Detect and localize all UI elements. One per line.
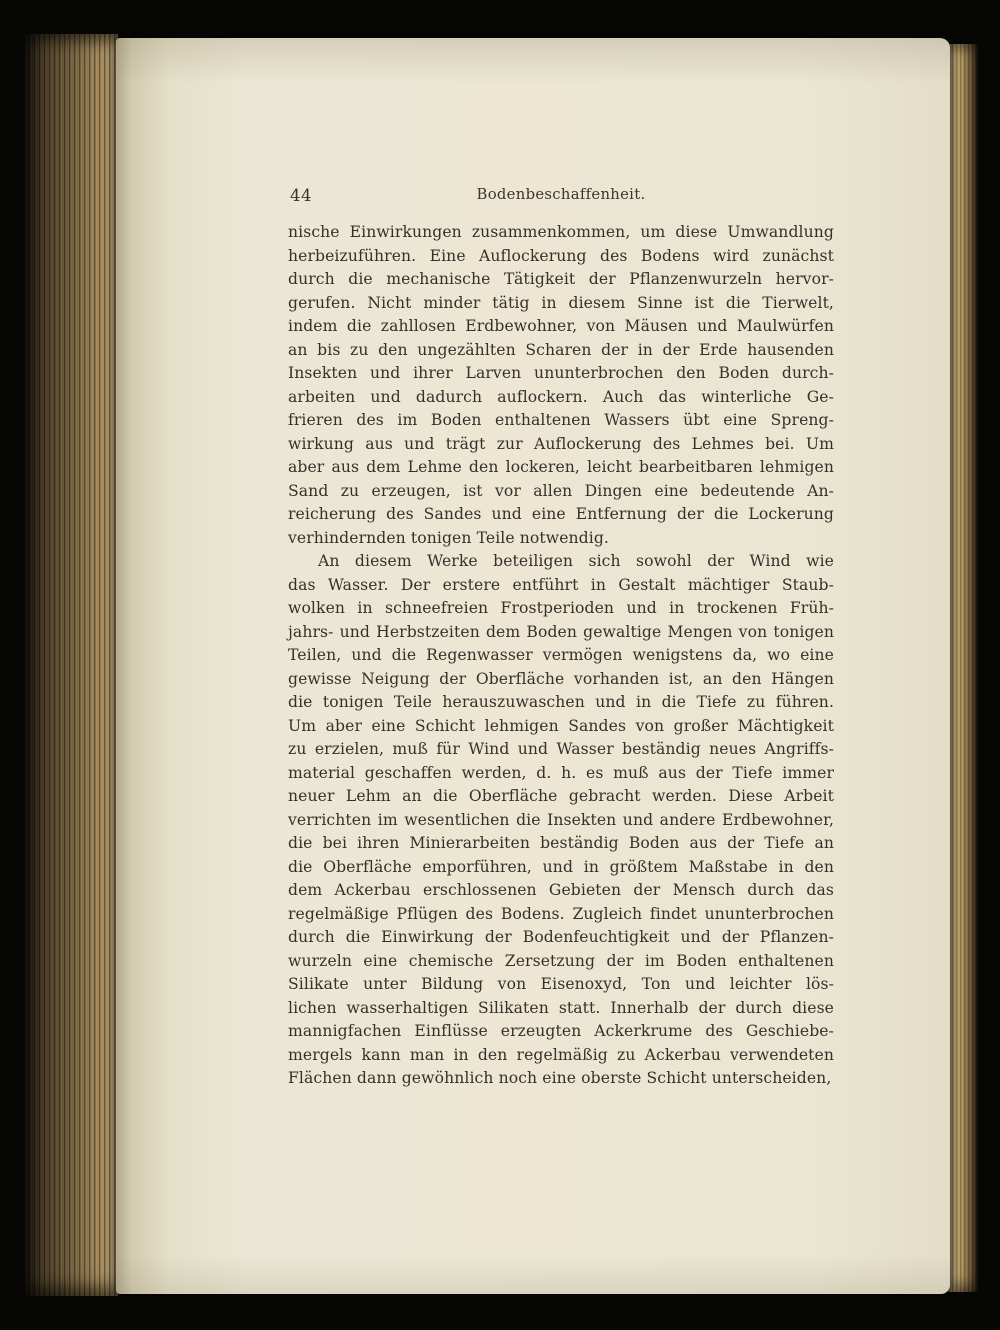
text-line: gewisse Neigung der Oberfläche vorhanden ist, an den Hängen (288, 669, 834, 688)
running-head: Bodenbeschaffenheit. (476, 186, 646, 203)
text-line: das Wasser. Der erstere entführt in Gestalt mächtiger Staub- (288, 575, 834, 594)
text-line: Um aber eine Schicht lehmigen Sandes von großer Mächtigkeit (288, 716, 834, 735)
text-line: Insekten und ihrer Larven ununterbrochen den Boden durch- (288, 364, 834, 382)
text-line: jahrs- und Herbstzeiten dem Boden gewaltige Mengen von tonigen (288, 622, 834, 641)
text-line: die tonigen Teile herauszuwaschen und in die Tiefe zu führen. (288, 693, 834, 711)
page-number: 44 (290, 186, 312, 205)
text-line: indem die zahllosen Erdbewohner, von Mäusen und Maulwürfen (288, 317, 834, 335)
page-content (288, 38, 834, 1091)
text-line: aber aus dem Lehme den lockeren, leicht bearbeitbaren lehmigen (288, 458, 834, 476)
text-line: regelmäßige Pflügen des Bodens. Zugleich findet ununterbrochen (288, 904, 834, 923)
paragraph (288, 550, 834, 1091)
text-line: an bis zu den ungezählten Scharen der in der Erde hausenden (288, 340, 834, 359)
text-line: wurzeln eine chemische Zersetzung der im Boden enthaltenen (288, 951, 834, 970)
text-line: durch die Einwirkung der Bodenfeuchtigkeit und der Pflanzen- (288, 928, 834, 946)
text-line: verhindernden tonigen Teile notwendig. (288, 528, 609, 547)
paragraph (288, 221, 834, 550)
text-line: zu erzielen, muß für Wind und Wasser beständig neues Angriffs- (288, 740, 834, 758)
text-line: wirkung aus und trägt zur Auflockerung des Lehmes bei. Um (288, 434, 834, 453)
text-line: lichen wasserhaltigen Silikaten statt. Innerhalb der durch diese (288, 998, 834, 1017)
text-line: An diesem Werke beteiligen sich sowohl der Wind wie (318, 552, 834, 570)
text-line: die Oberfläche emporführen, und in größtem Maßstabe in den (288, 857, 834, 876)
text-line: Teilen, und die Regenwasser vermögen wenigstens da, wo eine (288, 646, 834, 664)
page-edges-left (24, 34, 118, 1296)
text-line: verrichten im wesentlichen die Insekten und andere Erdbewohner, (288, 810, 834, 829)
text-line: Sand zu erzeugen, ist vor allen Dingen eine bedeutende An- (288, 481, 834, 500)
text-line: frieren des im Boden enthaltenen Wassers übt eine Spreng- (288, 411, 834, 429)
text-line: nische Einwirkungen zusammenkommen, um diese Umwandlung (288, 223, 834, 241)
text-line: Flächen dann gewöhnlich noch eine oberste Schicht unterscheiden, (288, 1069, 832, 1087)
text-line: Silikate unter Bildung von Eisenoxyd, Ton und leichter lös- (288, 975, 834, 993)
text-line: die bei ihren Minierarbeiten beständig Boden aus der Tiefe an (288, 834, 834, 852)
text-line: wolken in schneefreien Frostperioden und in trockenen Früh- (288, 599, 834, 617)
text-line: mergels kann man in den regelmäßig zu Ackerbau verwendeten (288, 1045, 834, 1064)
text-line: herbeizuführen. Eine Auflockerung des Bodens wird zunächst (288, 246, 834, 265)
text-line: gerufen. Nicht minder tätig in diesem Sinne ist die Tierwelt, (288, 293, 834, 312)
text-line: dem Ackerbau erschlossenen Gebieten der Mensch durch das (288, 881, 834, 899)
text-line: reicherung des Sandes und eine Entfernung der die Lockerung (288, 505, 834, 523)
book-page (116, 38, 950, 1294)
text-line: neuer Lehm an die Oberfläche gebracht werden. Diese Arbeit (288, 787, 834, 805)
text-line: arbeiten und dadurch auflockern. Auch das winterliche Ge- (288, 387, 834, 406)
text-line: material geschaffen werden, d. h. es muß aus der Tiefe immer (288, 763, 834, 782)
page-header (288, 186, 834, 208)
text-line: mannigfachen Einflüsse erzeugten Ackerkrume des Geschiebe- (288, 1022, 834, 1040)
text-line: durch die mechanische Tätigkeit der Pflanzenwurzeln hervor- (288, 270, 834, 288)
page-edges-right (948, 44, 978, 1292)
text-block (288, 221, 834, 1091)
